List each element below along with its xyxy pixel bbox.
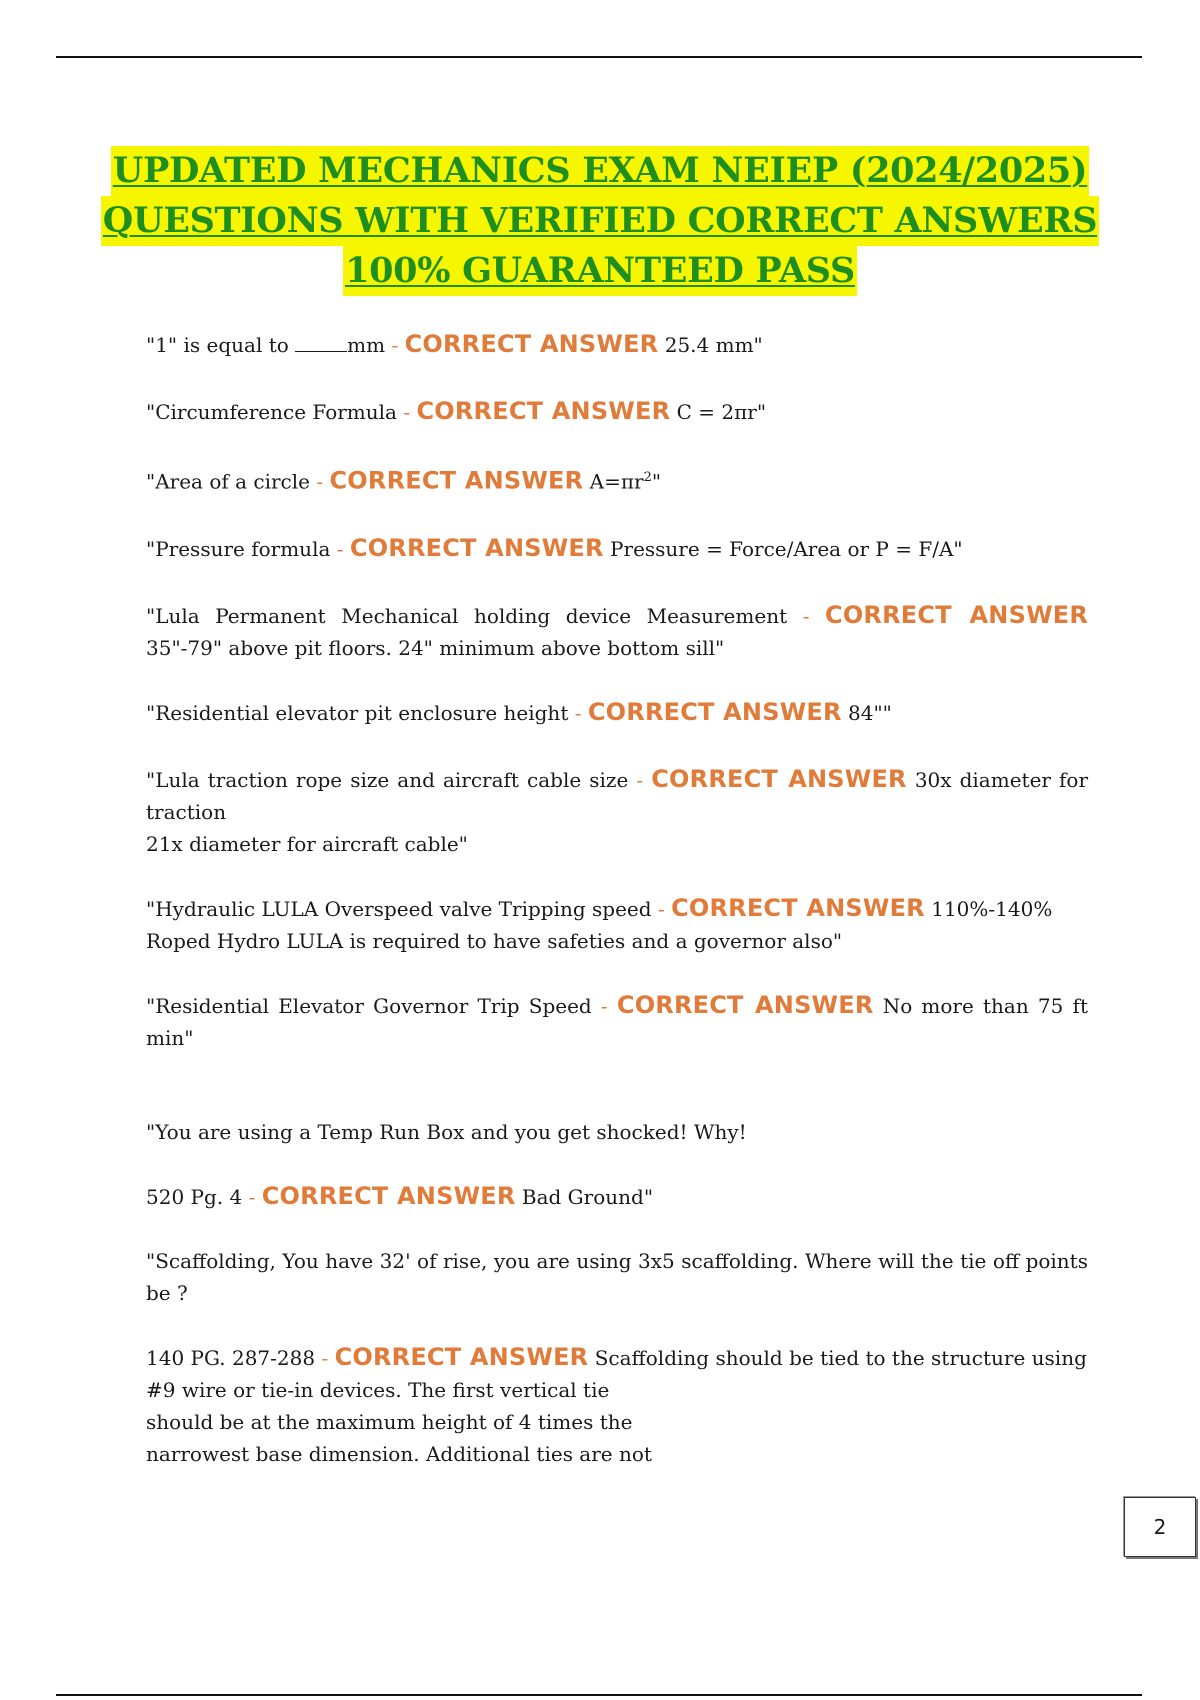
separator: - [657,896,665,921]
answer-text: No more than 75 ft min" [146,993,1088,1050]
question-text: mm [347,333,386,357]
answer-text: 21x diameter for aircraft cable" [146,831,468,856]
answer-text: Scaffolding should be tied to the structure using [594,1345,1087,1370]
answer-text: Pressure = Force/Area or P = F/A" [610,536,963,561]
question-text: 140 PG. 287-288 [146,1345,316,1370]
separator: - [336,536,344,561]
qa-item [146,892,1088,957]
answer-text: " [651,469,662,494]
question-text: "Lula Permanent Mechanical holding device Measurement [146,603,788,628]
answer-text: narrowest base dimension. Additional ties are not [146,1441,652,1466]
separator: - [321,1345,329,1370]
qa-item [146,1245,1088,1309]
question-text: "You are using a Temp Run Box and you get shocked! Why! [146,1119,747,1144]
qa-item [146,1180,1088,1213]
question-text: "Scaffolding, You have 32' of rise, you are using 3x5 scaffolding. Where will the tie off points be ? [146,1248,1088,1305]
qa-item [146,599,1088,664]
separator: - [600,993,608,1018]
qa-item [146,989,1088,1054]
correct-answer-label: CORRECT ANSWER [334,1342,589,1371]
title-line-3: 100% GUARANTEED PASS [343,246,857,296]
separator: - [316,469,324,494]
separator: - [248,1184,256,1209]
answer-text: A=πr [589,469,644,494]
question-text: "Area of a circle [146,469,310,494]
answer-text: #9 wire or tie-in devices. The first vertical tie [146,1377,610,1402]
correct-answer-label: CORRECT ANSWER [416,397,671,425]
answer-text: 35"-79" above pit floors. 24" minimum above bottom sill" [146,635,725,660]
qa-item [146,763,1088,860]
correct-answer-label: CORRECT ANSWER [671,893,925,922]
qa-item [146,696,1088,729]
answer-text: Bad Ground" [521,1184,654,1209]
answer-text: 84"" [848,700,892,725]
answer-text: should be at the maximum height of 4 times the [146,1409,633,1434]
document-title [100,146,1100,296]
separator: - [802,603,810,628]
page-number: 2 [1124,1497,1196,1557]
correct-answer-label: CORRECT ANSWER [329,466,584,495]
answer-text: 25.4 mm" [664,333,763,357]
question-text: "Residential Elevator Governor Trip Speed [146,993,592,1018]
qa-item [146,462,1088,498]
title-line-2: QUESTIONS WITH VERIFIED CORRECT ANSWERS [101,196,1099,246]
separator: - [391,333,399,357]
question-text: "1" is equal to [146,333,296,357]
correct-answer-label: CORRECT ANSWER [404,330,659,358]
separator: - [574,700,582,725]
bottom-rule [56,1694,1142,1696]
correct-answer-label: CORRECT ANSWER [587,697,842,726]
qa-item [146,395,1088,428]
question-text: "Pressure formula [146,536,331,561]
correct-answer-label: CORRECT ANSWER [616,990,874,1019]
qa-item [146,1341,1088,1470]
correct-answer-label: CORRECT ANSWER [651,764,907,793]
qa-item [146,328,1088,361]
top-rule [56,56,1142,58]
fill-blank [295,333,347,352]
correct-answer-label: CORRECT ANSWER [825,600,1089,629]
qa-item [146,532,1088,565]
correct-answer-label: CORRECT ANSWER [349,533,604,562]
question-text: "Hydraulic LULA Overspeed valve Tripping speed [146,896,652,921]
question-text: 520 Pg. 4 [146,1184,243,1209]
separator: - [403,400,411,424]
answer-text: 110%-140% [931,896,1053,921]
title-line-1: UPDATED MECHANICS EXAM NEIEP (2024/2025) [111,146,1090,196]
answer-text: 30x diameter for traction [146,767,1089,824]
answer-superscript: 2 [643,470,652,485]
separator: - [636,767,644,792]
qa-item [146,1116,1088,1148]
answer-text: C = 2πr" [676,400,767,424]
answer-text: Roped Hydro LULA is required to have safeties and a governor also" [146,928,843,953]
question-text: "Residential elevator pit enclosure height [146,700,569,725]
question-text: "Lula traction rope size and aircraft cable size [146,767,629,792]
correct-answer-label: CORRECT ANSWER [261,1181,516,1210]
question-text: "Circumference Formula [146,400,397,424]
qa-list [146,328,1088,1470]
